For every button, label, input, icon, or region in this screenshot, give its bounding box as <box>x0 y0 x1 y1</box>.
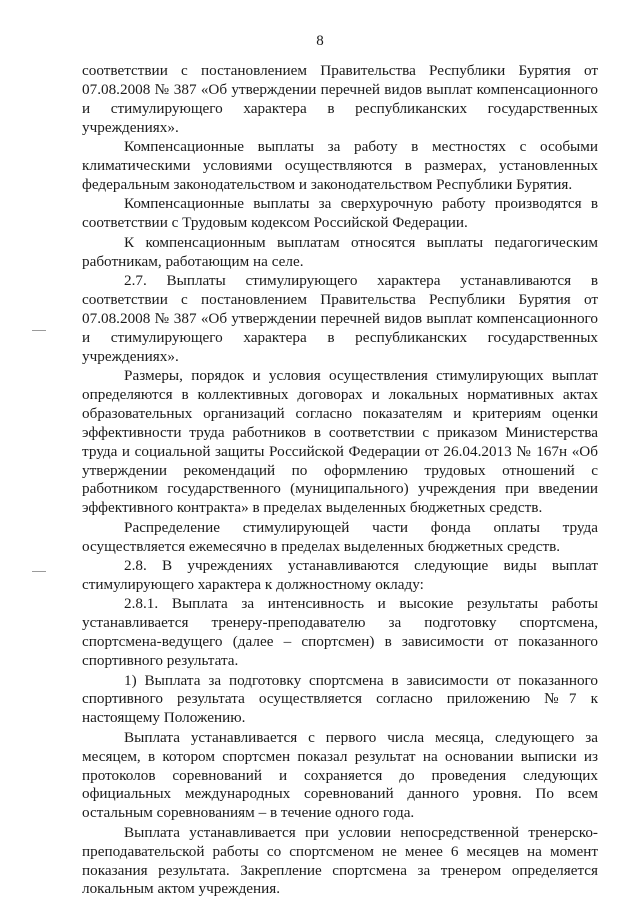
paragraph-1: соответствии с постановлением Правительства Республики Бурятия от 07.08.2008 № 387 «Об утверждении перечней видов выплат компенсационного и стимулирующего характера в республиканских государственных учреждениях». <box>82 62 598 136</box>
margin-mark-upper <box>32 330 46 331</box>
paragraph-2: Компенсационные выплаты за работу в местностях с особыми климатическими условиями осуществляются в размерах, установленных федеральным законодательством и законодательством Республики Бурятия. <box>82 138 598 193</box>
margin-mark-lower <box>32 571 46 572</box>
paragraph-4: К компенсационным выплатам относятся выплаты педагогическим работникам, работающим на селе. <box>82 233 598 270</box>
paragraph-11: Выплата устанавливается с первого числа месяца, следующего за месяцем, в котором спортсмен показал результат на основании выписки из протоколов соревнований и сохраняется до проведения следующих официальных международных соревнований данного уровня. По всем остальным соревнованиям – в течение одного года. <box>82 728 598 822</box>
paragraph-12: Выплата устанавливается при условии непосредственной тренерско-преподавательской работы со спортсменом не менее 6 месяцев на момент показания результата. Закрепление спортсмена за тренером определяется локальным актом учреждения. <box>82 823 598 898</box>
paragraph-section-2-8-1: 2.8.1. Выплата за интенсивность и высокие результаты работы устанавливается тренеру-преподавателю за подготовку спортсмена, спортсмена-ведущего (далее – спортсмен) в зависимости от показанного спортивного результата. <box>82 595 598 670</box>
paragraph-7: Распределение стимулирующей части фонда оплаты труда осуществляется ежемесячно в пределах выделенных бюджетных средств. <box>82 518 598 555</box>
paragraph-section-2-7: 2.7. Выплаты стимулирующего характера устанавливаются в соответствии с постановлением Правительства Республики Бурятия от 07.08.2008 № 387 «Об утверждении перечней видов выплат компенсационного и стимулирующего характера в республиканских государственных учреждениях». <box>82 271 598 365</box>
paragraph-3: Компенсационные выплаты за сверхурочную работу производятся в соответствии с Трудовым кодексом Российской Федерации. <box>82 195 598 232</box>
paragraph-section-2-8: 2.8. В учреждениях устанавливаются следующие виды выплат стимулирующего характера к должностному окладу: <box>82 557 598 593</box>
paragraph-6: Размеры, порядок и условия осуществления стимулирующих выплат определяются в коллективных договорах и локальных нормативных актах образовательных организаций согласно показателям и критериям оценки эффективности труда работников в соответствии с приказом Министерства труда и социальной защиты Российской Федерации от 26.04.2013 № 167н «Об утверждении рекомендаций по оформлению трудовых отношений с работником государственного (муниципального) учреждения при введении эффективного контракта» в пределах выделенных бюджетных средств. <box>82 367 598 517</box>
paragraph-item-1: 1) Выплата за подготовку спортсмена в зависимости от показанного спортивного результата осуществляется согласно приложению №7 к настоящему Положению. <box>82 671 598 727</box>
document-body <box>82 62 598 899</box>
page-number: 8 <box>316 33 324 49</box>
